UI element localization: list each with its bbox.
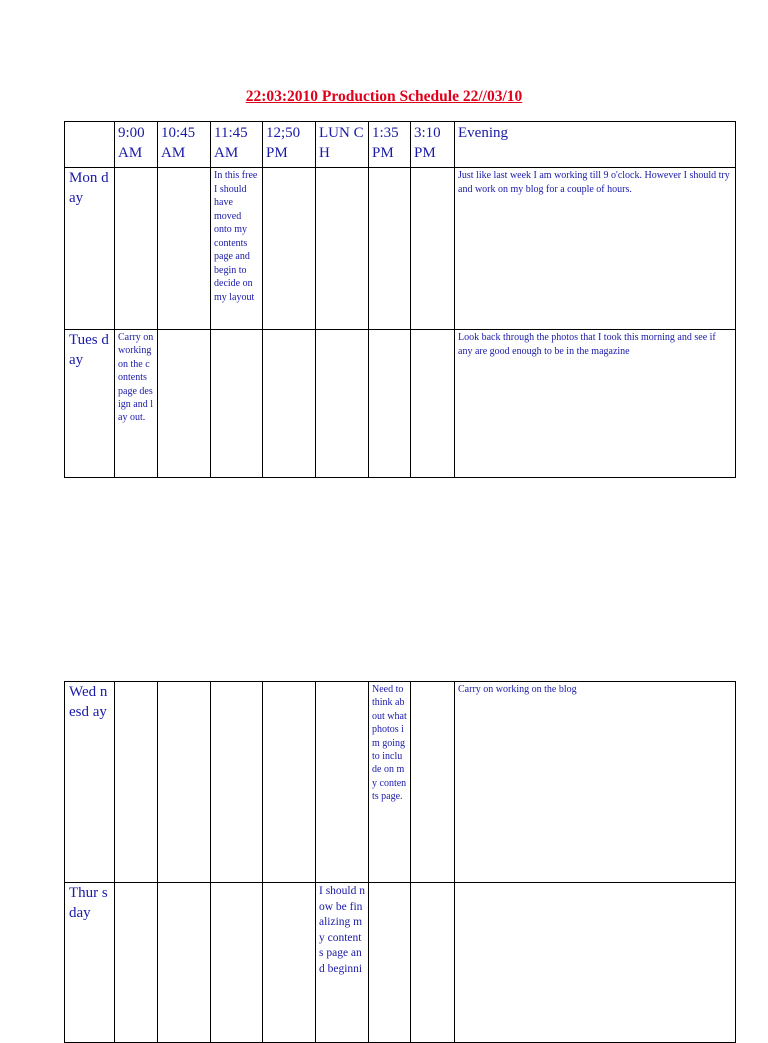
day-label-wednesday: Wed nesd ay <box>65 682 115 883</box>
cell-thursday-1250 <box>263 883 316 1043</box>
header-cell-blank <box>65 122 115 168</box>
cell-wednesday-1250 <box>263 682 316 883</box>
cell-monday-1045 <box>158 168 211 330</box>
cell-thursday-310 <box>411 883 455 1043</box>
header-cell-lunch: LUN CH <box>316 122 369 168</box>
page-title: 22:03:2010 Production Schedule 22//03/10 <box>245 88 523 105</box>
cell-wednesday-310 <box>411 682 455 883</box>
cell-tuesday-310 <box>411 330 455 478</box>
cell-monday-1250 <box>263 168 316 330</box>
cell-monday-1145: In this free I should have moved onto my contents page and begin to decide on my layout <box>211 168 263 330</box>
cell-thursday-900 <box>115 883 158 1043</box>
header-cell-1250: 12;50 PM <box>263 122 316 168</box>
cell-monday-135 <box>369 168 411 330</box>
cell-tuesday-135 <box>369 330 411 478</box>
cell-wednesday-lunch <box>316 682 369 883</box>
header-cell-135: 1:35 PM <box>369 122 411 168</box>
cell-wednesday-900 <box>115 682 158 883</box>
table-row-thursday <box>65 883 736 1043</box>
cell-thursday-1045 <box>158 883 211 1043</box>
cell-thursday-135 <box>369 883 411 1043</box>
cell-thursday-1145 <box>211 883 263 1043</box>
table-row-tuesday <box>65 330 736 478</box>
header-cell-1045: 10:45 AM <box>158 122 211 168</box>
header-cell-1145: 11:45 AM <box>211 122 263 168</box>
table-row-monday <box>65 168 736 330</box>
cell-thursday-evening <box>455 883 736 1043</box>
schedule-table-bottom <box>64 681 736 1043</box>
cell-thursday-lunch: I should now be finalizing my contents page and beginni <box>316 883 369 1043</box>
header-cell-evening: Evening <box>455 122 736 168</box>
day-label-thursday: Thur sday <box>65 883 115 1043</box>
cell-tuesday-evening: Look back through the photos that I took this morning and see if any are good enough to be in the magazine <box>455 330 736 478</box>
cell-wednesday-1145 <box>211 682 263 883</box>
day-label-monday: Mon day <box>65 168 115 330</box>
cell-wednesday-1045 <box>158 682 211 883</box>
header-row <box>65 122 736 168</box>
cell-monday-lunch <box>316 168 369 330</box>
table-row-wednesday <box>65 682 736 883</box>
cell-monday-900 <box>115 168 158 330</box>
cell-tuesday-lunch <box>316 330 369 478</box>
day-label-tuesday: Tues day <box>65 330 115 478</box>
cell-wednesday-135: Need to think about what photos im going to include on my contents page. <box>369 682 411 883</box>
cell-tuesday-1145 <box>211 330 263 478</box>
cell-tuesday-1250 <box>263 330 316 478</box>
cell-monday-310 <box>411 168 455 330</box>
cell-monday-evening: Just like last week I am working till 9 o'clock. However I should try and work on my blog for a couple of hours. <box>455 168 736 330</box>
schedule-table-top <box>64 121 736 478</box>
cell-tuesday-1045 <box>158 330 211 478</box>
cell-tuesday-900: Carry on working on the contents page design and lay out. <box>115 330 158 478</box>
header-cell-900: 9:00 AM <box>115 122 158 168</box>
cell-wednesday-evening: Carry on working on the blog <box>455 682 736 883</box>
header-cell-310: 3:10 PM <box>411 122 455 168</box>
